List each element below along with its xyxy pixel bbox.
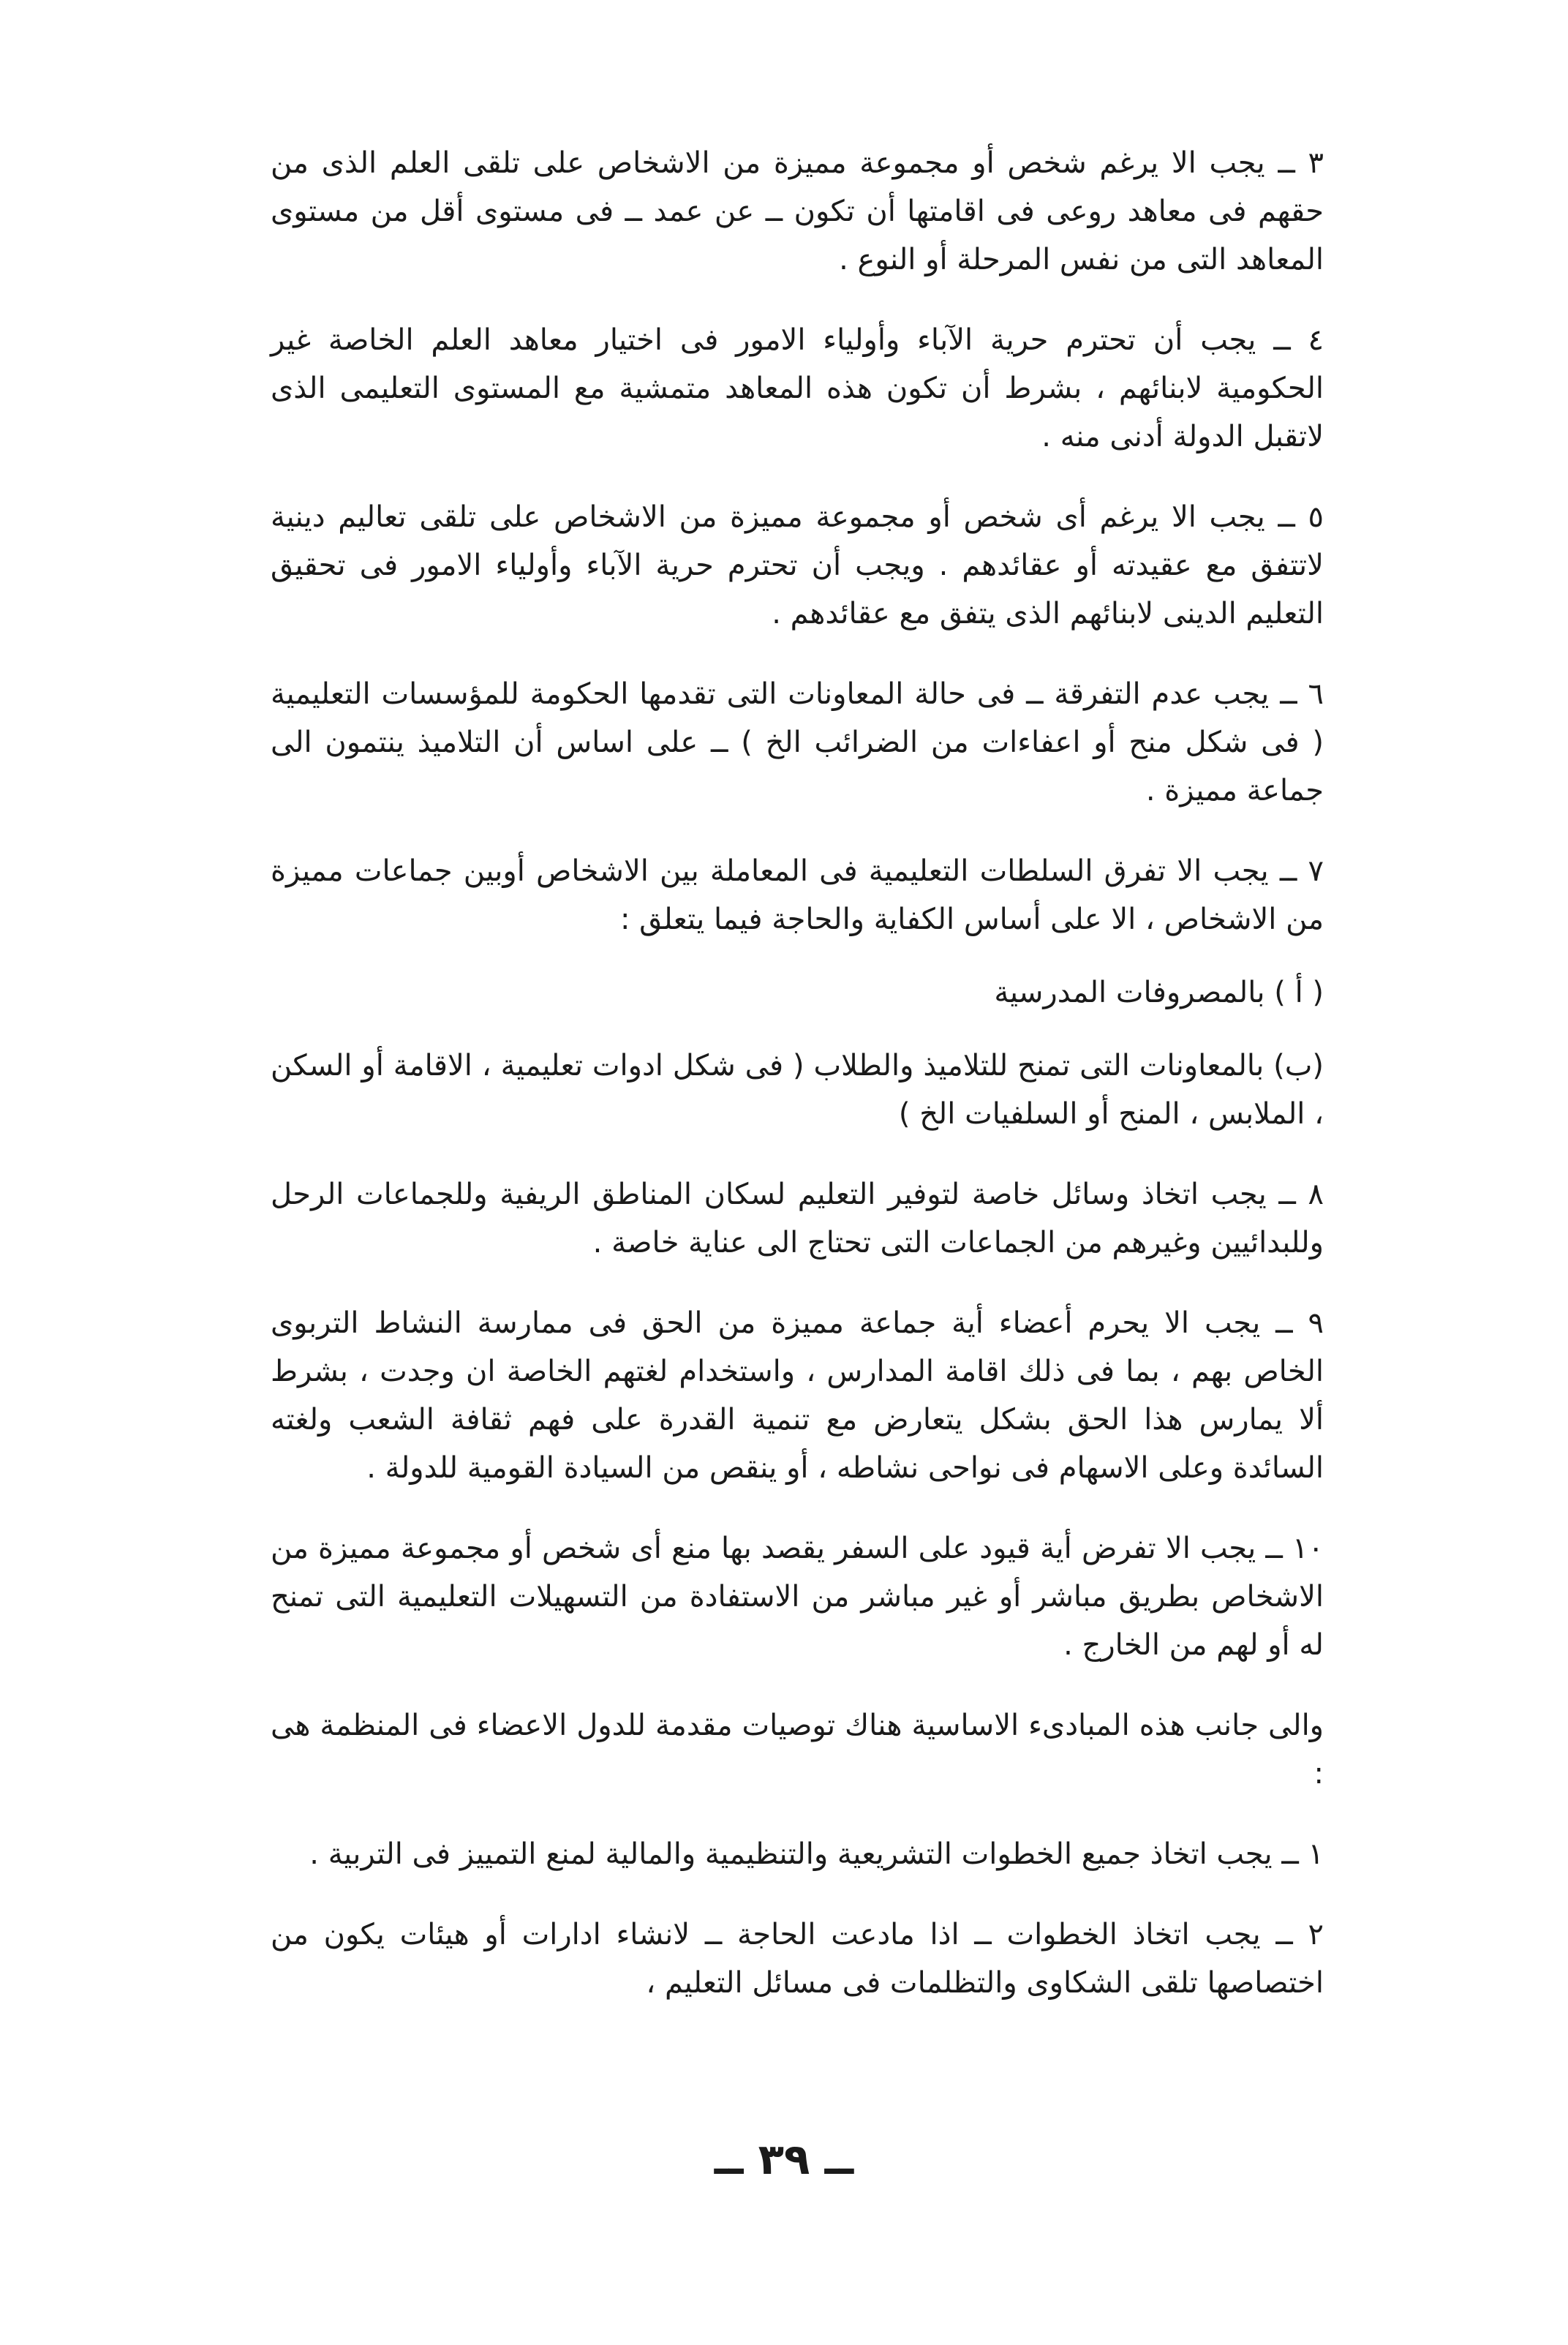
paragraph-item-7: ٧ ــ يجب الا تفرق السلطات التعليمية فى المعاملة بين الاشخاص أوبين جماعات مميزة من الاشخاص ، الا على أساس الكفاية والحاجة فيما يتعلق : bbox=[271, 854, 1324, 936]
paragraph-subitem-b: (ب) بالمعاونات التى تمنح للتلاميذ والطلاب ( فى شكل ادوات تعليمية ، الاقامة أو السكن ، الملابس ، المنح أو السلفيات الخ ) bbox=[271, 1049, 1324, 1131]
paragraph-recommendation-2: ٢ ــ يجب اتخاذ الخطوات ــ اذا مادعت الحاجة ــ لانشاء ادارات أو هيئات يكون من اختصاصها تلقى الشكاوى والتظلمات فى مسائل التعليم ، bbox=[271, 1918, 1324, 2000]
body-text bbox=[271, 139, 1324, 2039]
paragraph-item-9: ٩ ــ يجب الا يحرم أعضاء أية جماعة مميزة من الحق فى ممارسة النشاط التربوى الخاص بهم ، بما فى ذلك اقامة المدارس ، واستخدام لغتهم الخاصة ان وجدت ، بشرط ألا يمارس هذا الحق بشكل يتعارض مع تنمية القدرة على فهم ثقافة الشعب ولغته السائدة وعلى الاسهام فى نواحى نشاطه ، أو ينقص من السيادة القومية للدولة . bbox=[271, 1306, 1324, 1485]
paragraph-item-6: ٦ ــ يجب عدم التفرقة ــ فى حالة المعاونات التى تقدمها الحكومة للمؤسسات التعليمية ( فى شكل منح أو اعفاءات من الضرائب الخ ) ــ على اساس أن التلاميذ ينتمون الى جماعة مميزة . bbox=[271, 677, 1324, 808]
paragraph-subitem-a: ( أ ) بالمصروفات المدرسية bbox=[994, 976, 1324, 1009]
paragraph-item-10: ١٠ ــ يجب الا تفرض أية قيود على السفر يقصد بها منع أى شخص أو مجموعة مميزة من الاشخاص بطريق مباشر أو غير مباشر من الاستفادة من التسهيلات التعليمية التى تمنح له أو لهم من الخارج . bbox=[271, 1532, 1324, 1662]
paragraph-recommendation-1: ١ ــ يجب اتخاذ جميع الخطوات التشريعية والتنظيمية والمالية لمنع التمييز فى التربية . bbox=[309, 1837, 1324, 1871]
page-number: ــ ٣٩ ــ bbox=[714, 2134, 854, 2184]
paragraph-item-4: ٤ ــ يجب أن تحترم حرية الآباء وأولياء الامور فى اختيار معاهد العلم الخاصة غير الحكومية لابنائهم ، بشرط أن تكون هذه المعاهد متمشية مع المستوى التعليمى الذى لاتقبل الدولة أدنى منه . bbox=[271, 323, 1324, 453]
paragraph-recommendations-intro: والى جانب هذه المبادىء الاساسية هناك توصيات مقدمة للدول الاعضاء فى المنظمة هى : bbox=[271, 1709, 1324, 1791]
paragraph-item-5: ٥ ــ يجب الا يرغم أى شخص أو مجموعة مميزة من الاشخاص على تلقى تعاليم دينية لاتتفق مع عقيدته أو عقائدهم . ويجب أن تحترم حرية الآباء وأولياء الامور فى تحقيق التعليم الدينى لابنائهم الذى يتفق مع عقائدهم . bbox=[271, 500, 1324, 631]
paragraph-item-8: ٨ ــ يجب اتخاذ وسائل خاصة لتوفير التعليم لسكان المناطق الريفية وللجماعات الرحل وللبدائيين وغيرهم من الجماعات التى تحتاج الى عناية خاصة . bbox=[271, 1178, 1324, 1260]
paragraph-item-3: ٣ ــ يجب الا يرغم شخص أو مجموعة مميزة من الاشخاص على تلقى العلم الذى من حقهم فى معاهد روعى فى اقامتها أن تكون ــ عن عمد ــ فى مستوى أقل من مستوى المعاهد التى من نفس المرحلة أو النوع . bbox=[271, 146, 1324, 276]
